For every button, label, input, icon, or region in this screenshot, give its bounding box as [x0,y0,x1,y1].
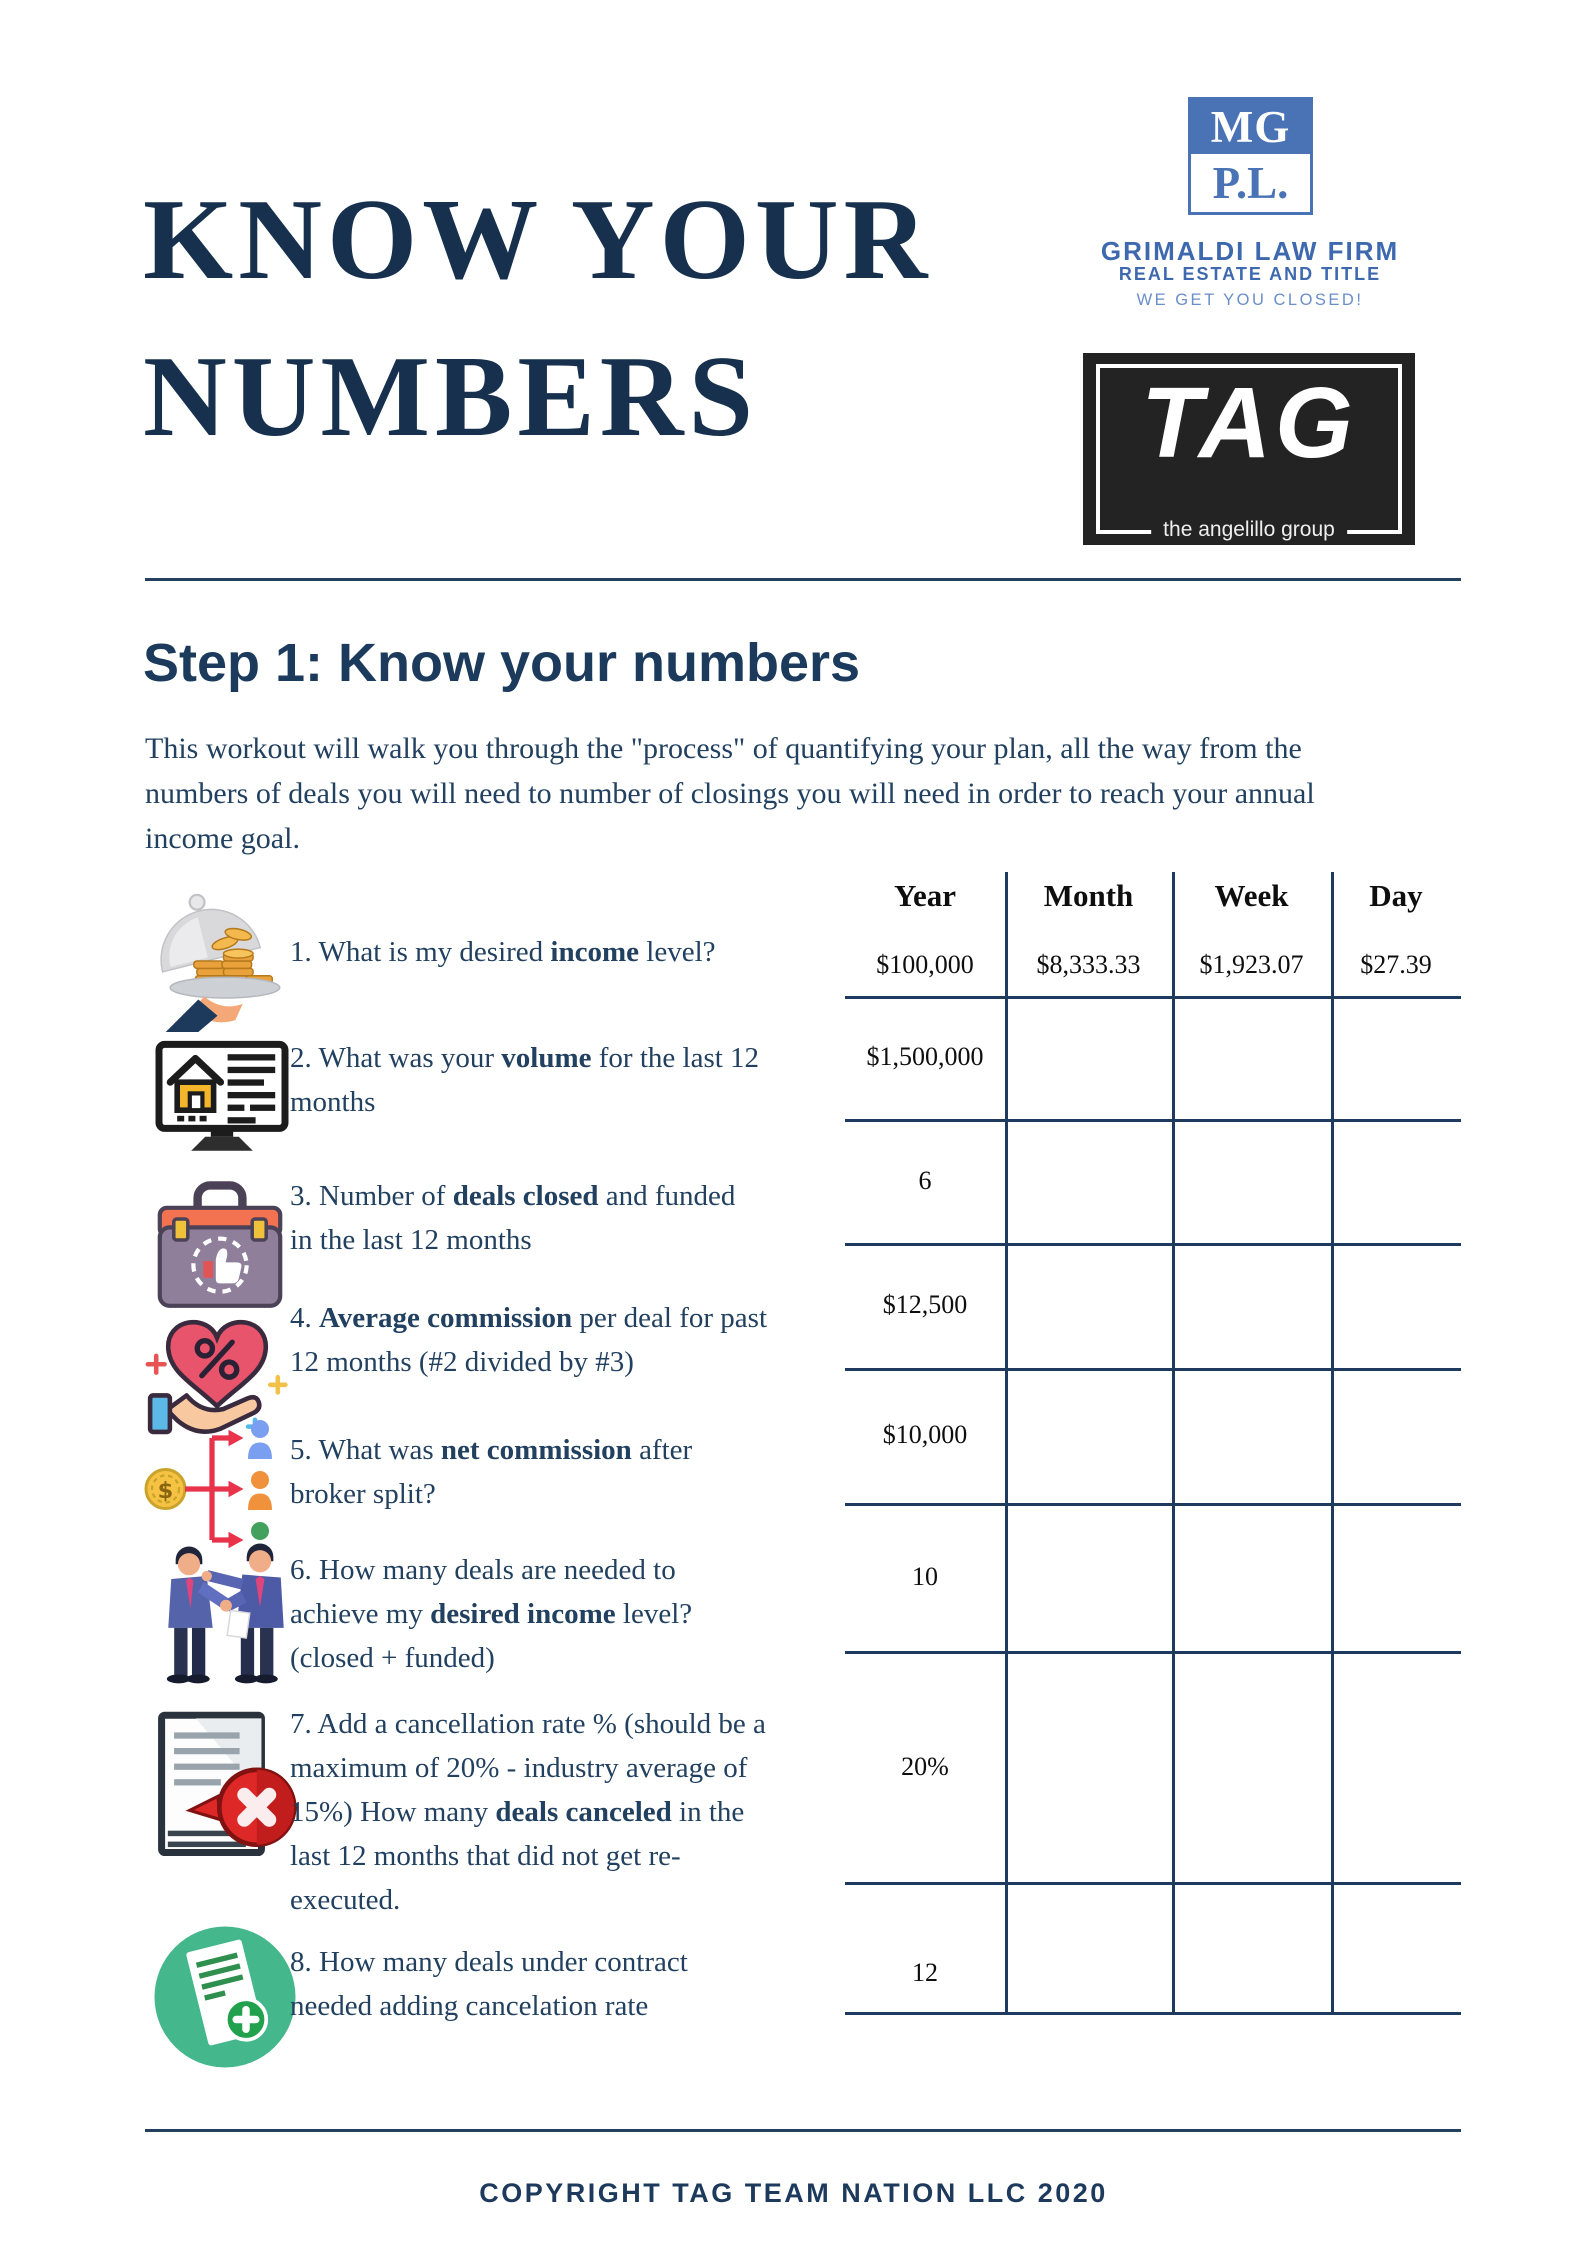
table-row-divider [845,2012,1461,2015]
table-cell: $1,500,000 [866,1042,984,1071]
page-title-line2: NUMBERS [143,333,759,461]
question-8 [290,1940,760,2028]
table-header-year: Year [894,878,956,913]
question-7-bold: deals canceled [495,1796,672,1828]
question-6 [290,1548,770,1680]
question-6-pre: 6. How many deals are needed to achieve my [290,1554,676,1630]
table-row-divider [845,1882,1461,1885]
question-3 [290,1174,740,1262]
question-1-bold: income [550,936,640,968]
question-5-bold: net commission [440,1434,632,1466]
tag-logo-acronym: TAG [1141,367,1357,479]
question-2-bold: volume [501,1042,592,1074]
table-row-divider [845,1368,1461,1371]
table-row-divider [845,1503,1461,1506]
handshake-deal-icon [152,1540,300,1692]
question-4-bold: Average commission [319,1302,573,1334]
question-6-post: level? (closed + funded) [290,1598,693,1674]
add-contract-icon [150,1922,300,2072]
question-1-post: level? [639,936,716,968]
table-header-month: Month [1043,878,1134,913]
question-4-pre: 4. [290,1302,319,1334]
question-5-pre: 5. What was [290,1434,441,1466]
question-8-pre: 8. How many deals under contract needed adding cancelation rate [290,1946,688,2022]
law-firm-tagline: WE GET YOU CLOSED! [1136,291,1364,309]
question-4 [290,1296,770,1384]
question-7-post: in the last 12 months that did not get re-executed. [290,1796,745,1916]
table-cell: $8,333.33 [1036,950,1141,979]
table-cell: 12 [912,1958,938,1987]
question-4-post: per deal for past 12 months (#2 divided by #3) [290,1302,768,1378]
table-row-divider [845,1119,1461,1122]
canceled-deals-icon [146,1706,302,1868]
table-cell: $10,000 [882,1420,968,1449]
table-cell: 6 [918,1166,932,1195]
question-2 [290,1036,760,1124]
question-3-pre: 3. Number of [290,1180,453,1212]
money-tray-icon [146,884,298,1032]
question-6-bold: desired income [430,1598,616,1630]
tag-logo-caption: the angelillo group [1151,516,1347,544]
footer-divider [145,2129,1461,2132]
table-column-divider [1172,872,1175,2015]
tag-group-logo [1083,353,1415,545]
page-title [143,162,932,476]
dollar-glyph: $ [157,1478,174,1504]
table-header-week: Week [1214,878,1289,913]
table-cell: 20% [901,1752,949,1781]
question-3-post: and funded in the last 12 months [290,1180,736,1256]
numbers-table [845,872,1461,2015]
question-2-post: for the last 12 months [290,1042,760,1118]
footer-copyright: COPYRIGHT TAG TEAM NATION LLC 2020 [479,2178,1108,2208]
question-1-pre: 1. What is my desired [290,936,551,968]
question-5 [290,1428,750,1516]
page-title-line1: KNOW YOUR [143,176,933,304]
table-cell: $12,500 [882,1290,968,1319]
question-7 [290,1702,790,1922]
table-column-divider [1331,872,1334,2015]
section-heading: Step 1: Know your numbers [143,633,861,693]
mgpl-law-firm-logo [1188,97,1313,215]
table-cell: $100,000 [876,950,974,979]
question-7-pre: 7. Add a cancellation rate % (should be a maximum of 20% - industry average of 15%) How many [290,1708,766,1828]
law-firm-name: GRIMALDI LAW FIRM [1100,236,1400,266]
table-cell: $1,923.07 [1199,950,1304,979]
mgpl-logo-top: MG [1191,100,1310,154]
question-1 [290,930,810,974]
question-3-bold: deals closed [452,1180,599,1212]
table-column-divider [1005,872,1008,2015]
question-5-post: after broker split? [290,1434,693,1510]
table-row-divider [845,1651,1461,1654]
table-header-day: Day [1369,878,1423,913]
law-firm-subtitle: REAL ESTATE AND TITLE [1118,264,1382,284]
table-cell: $27.39 [1360,950,1432,979]
table-cell: 10 [912,1562,938,1591]
table-row-divider [845,1243,1461,1246]
question-2-pre: 2. What was your [290,1042,502,1074]
mgpl-logo-bottom: P.L. [1191,154,1310,212]
section-intro: This workout will walk you through the "process" of quantifying your plan, all the way from the numbers of deals you will need to number of closings you will need in order to reach your annual income goal. [145,732,1315,855]
table-row-divider [845,996,1461,999]
home-volume-monitor-icon [148,1036,296,1176]
header-divider [145,578,1461,581]
